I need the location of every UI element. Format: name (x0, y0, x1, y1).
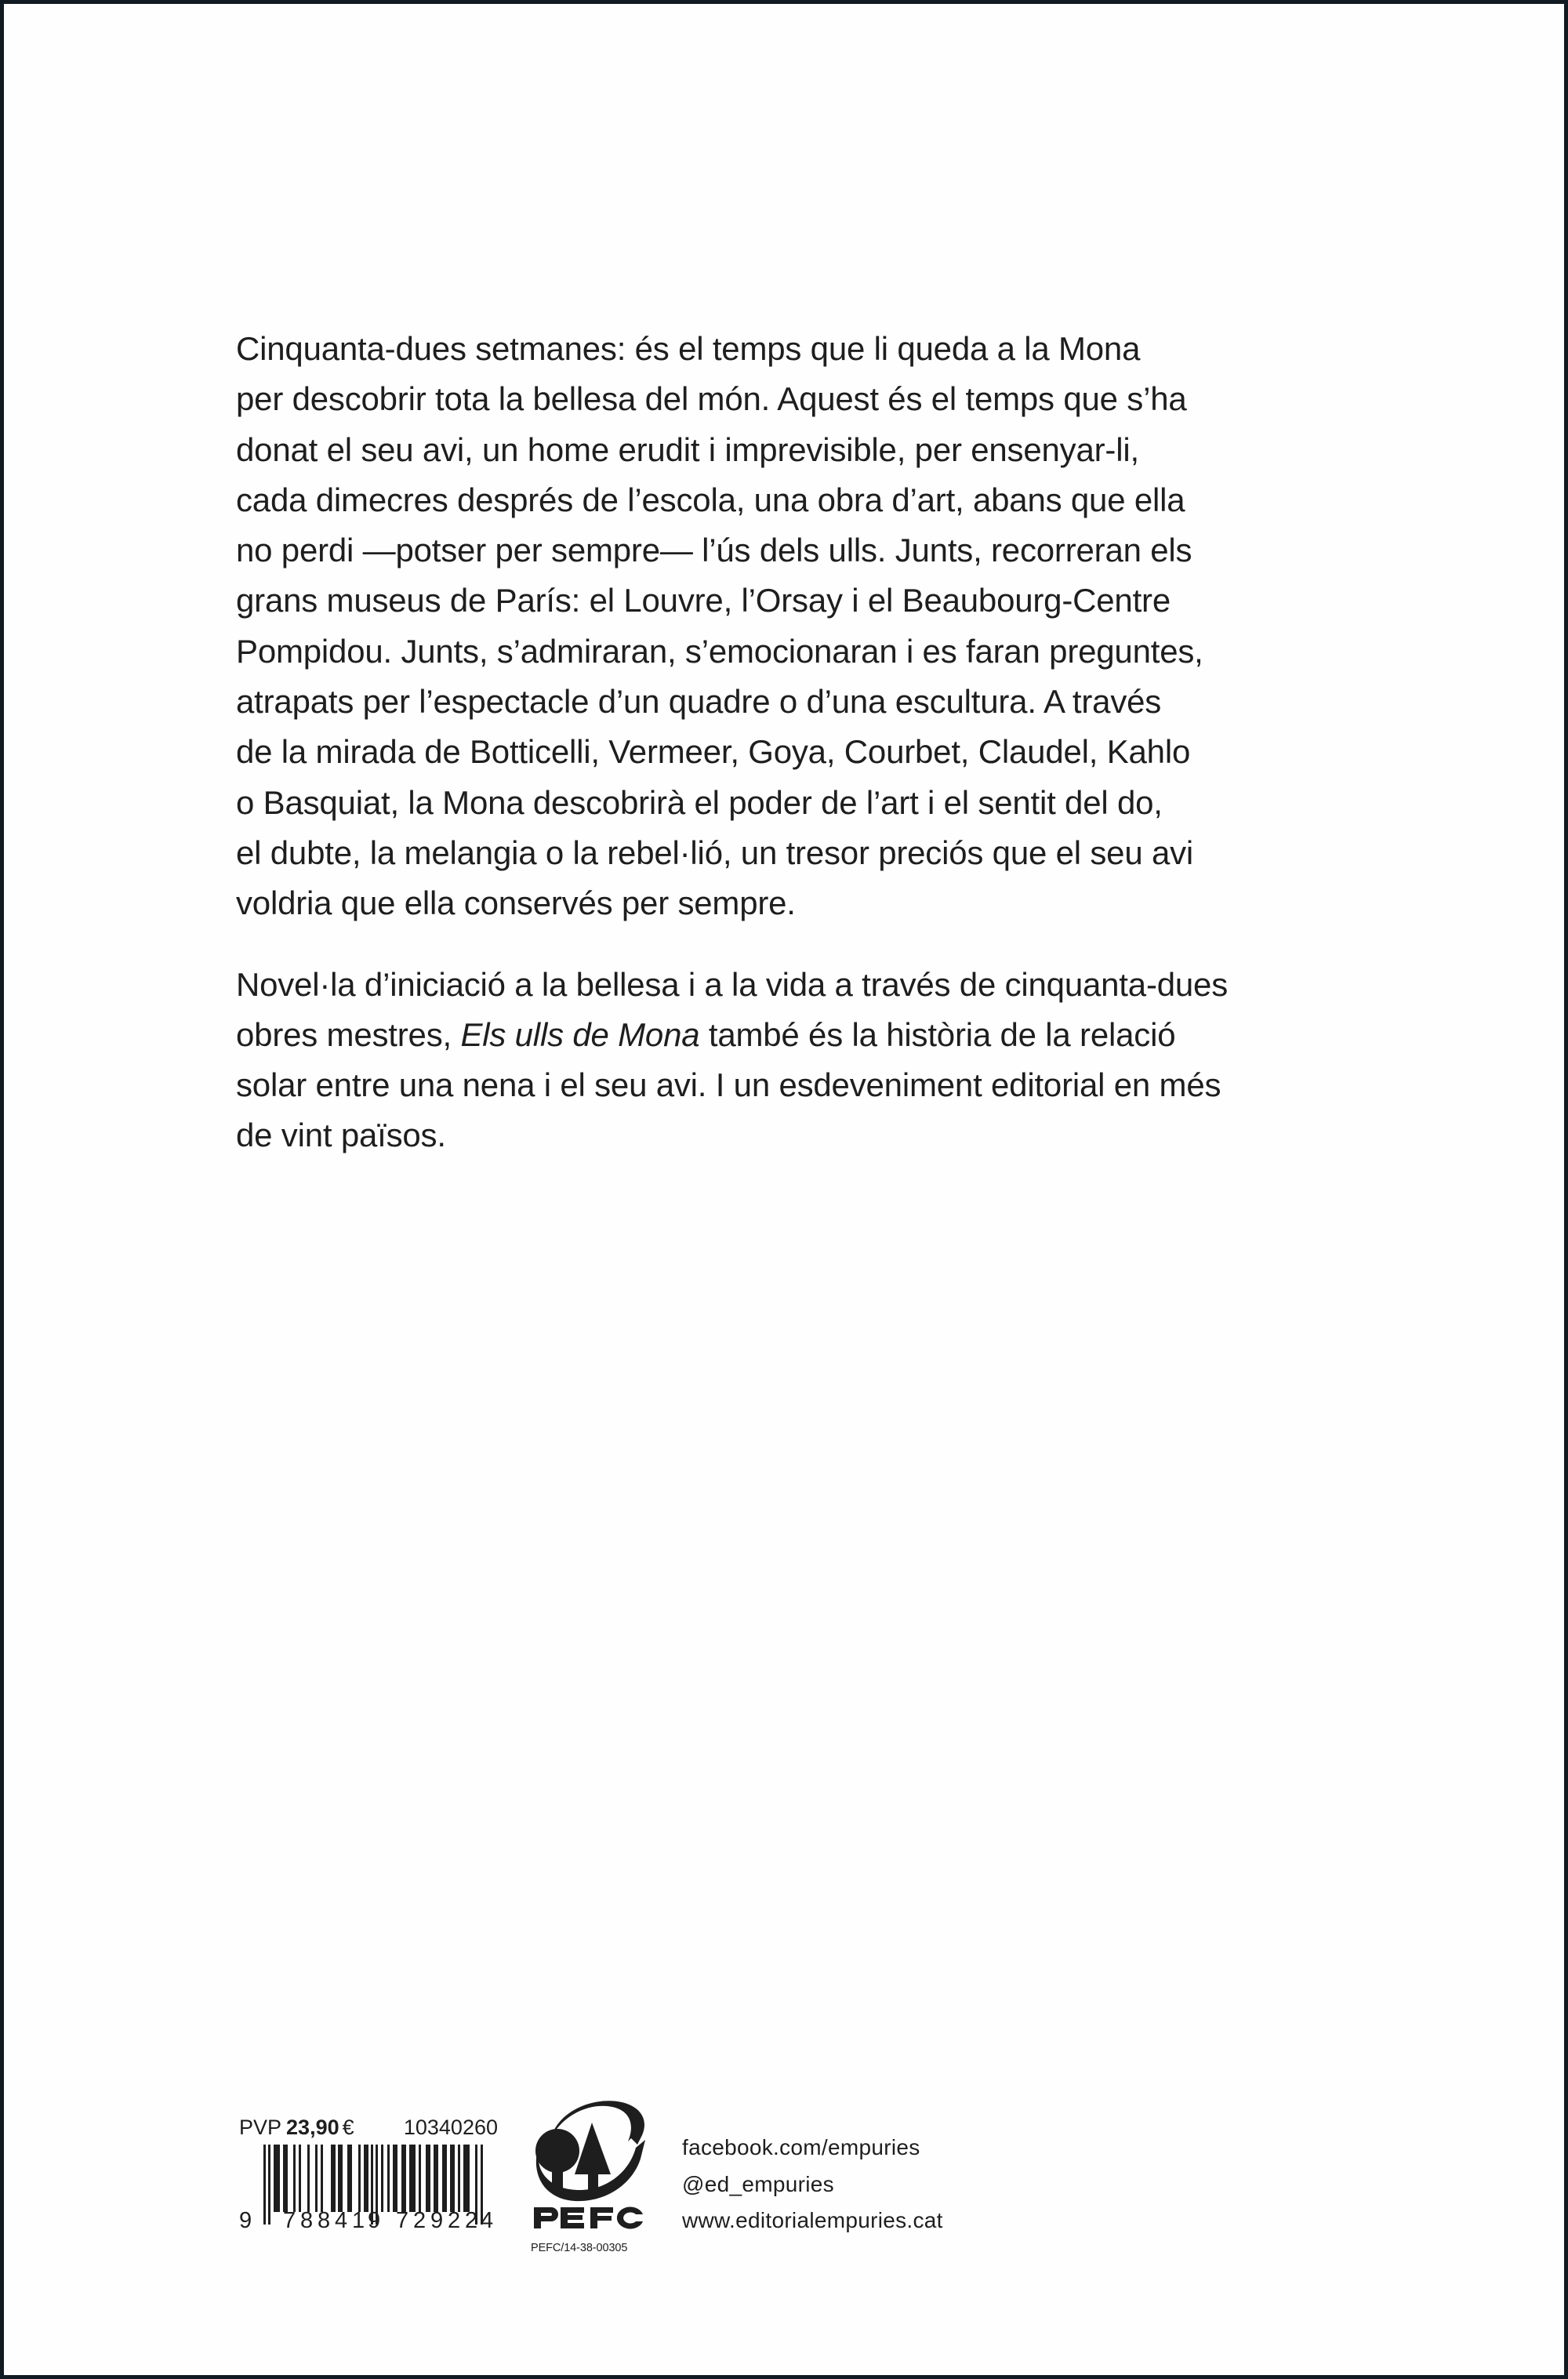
barcode-digit: 4 (481, 2208, 494, 2233)
blurb-line: de vint països. (236, 1117, 446, 1154)
barcode-digit: 2 (413, 2208, 426, 2233)
blurb-line: cada dimecres després de l’escola, una obra d’art, abans que ella (236, 481, 1185, 518)
twitter-handle-link[interactable]: @ed_empuries (682, 2171, 834, 2196)
barcode-digit: 8 (318, 2208, 331, 2233)
barcode-digit: 4 (335, 2208, 348, 2233)
pefc-trees-logo-icon (528, 2091, 649, 2240)
blurb-paragraph-1 (236, 324, 1334, 929)
blurb-line: voldria que ella conservés per sempre. (236, 884, 796, 922)
price-row (239, 2115, 498, 2140)
internal-code: 10340260 (403, 2116, 498, 2139)
website-link[interactable]: www.editorialempuries.cat (682, 2208, 943, 2232)
blurb-line: o Basquiat, la Mona descobrirà el poder de l’art i el sentit del do, (236, 783, 1163, 821)
price-amount: 23,90 (286, 2116, 339, 2139)
barcode-digit: 7 (283, 2208, 296, 2233)
barcode-digit: 7 (396, 2208, 409, 2233)
barcode-digit: 8 (300, 2208, 314, 2233)
blurb-line: grans museus de París: el Louvre, l’Orsay i el Beaubourg-Centre (236, 582, 1171, 619)
blurb-line: Pompidou. Junts, s’admiraran, s’emocionaran i es faran preguntes, (236, 632, 1203, 670)
blurb-text-segment: obres mestres, (236, 1015, 461, 1053)
blurb-line: no perdi —potser per sempre— l’ús dels ulls. Junts, recorreran els (236, 532, 1192, 569)
pefc-logo (528, 2091, 649, 2264)
blurb-line: per descobrir tota la bellesa del món. Aquest és el temps que s’ha (236, 380, 1187, 418)
blurb-line: atrapats per l’espectacle d’un quadre o d’una escultura. A través (236, 683, 1162, 721)
book-title: Els ulls de Mona (460, 1015, 700, 1053)
barcode-digit: 2 (465, 2208, 478, 2233)
price-label: PVP (239, 2116, 282, 2139)
barcode-digit: 1 (352, 2208, 365, 2233)
barcode-digit: 9 (430, 2208, 444, 2233)
blurb-text (236, 324, 1334, 1161)
barcode-digit: 9 (239, 2208, 252, 2233)
price-currency: € (342, 2116, 354, 2139)
blurb-line: Novel·la d’iniciació a la bellesa i a la vida a través de cinquanta-dues (236, 965, 1229, 1003)
publisher-links (682, 2130, 943, 2239)
blurb-text-segment: també és la història de la relació (699, 1015, 1176, 1053)
blurb-line: el dubte, la melangia o la rebel·lió, un tresor preciós que el seu avi (236, 834, 1194, 871)
blurb-line: Cinquanta-dues setmanes: és el temps que li queda a la Mona (236, 330, 1141, 367)
blurb-line: solar entre una nena i el seu avi. I un esdeveniment editorial en més (236, 1066, 1221, 1104)
barcode-digit: 2 (448, 2208, 461, 2233)
blurb-line (236, 1010, 1334, 1060)
barcode-digit: 9 (368, 2208, 381, 2233)
blurb-line: de la mirada de Botticelli, Vermeer, Goya, Courbet, Claudel, Kahlo (236, 733, 1191, 771)
blurb-paragraph-2 (236, 960, 1334, 1161)
pefc-wordmark (534, 2207, 643, 2229)
facebook-link[interactable]: facebook.com/empuries (682, 2135, 920, 2159)
blurb-line: donat el seu avi, un home erudit i imprevisible, per ensenyar-li, (236, 430, 1139, 468)
pefc-certificate-number: PEFC/14-38-00305 (531, 2242, 628, 2254)
